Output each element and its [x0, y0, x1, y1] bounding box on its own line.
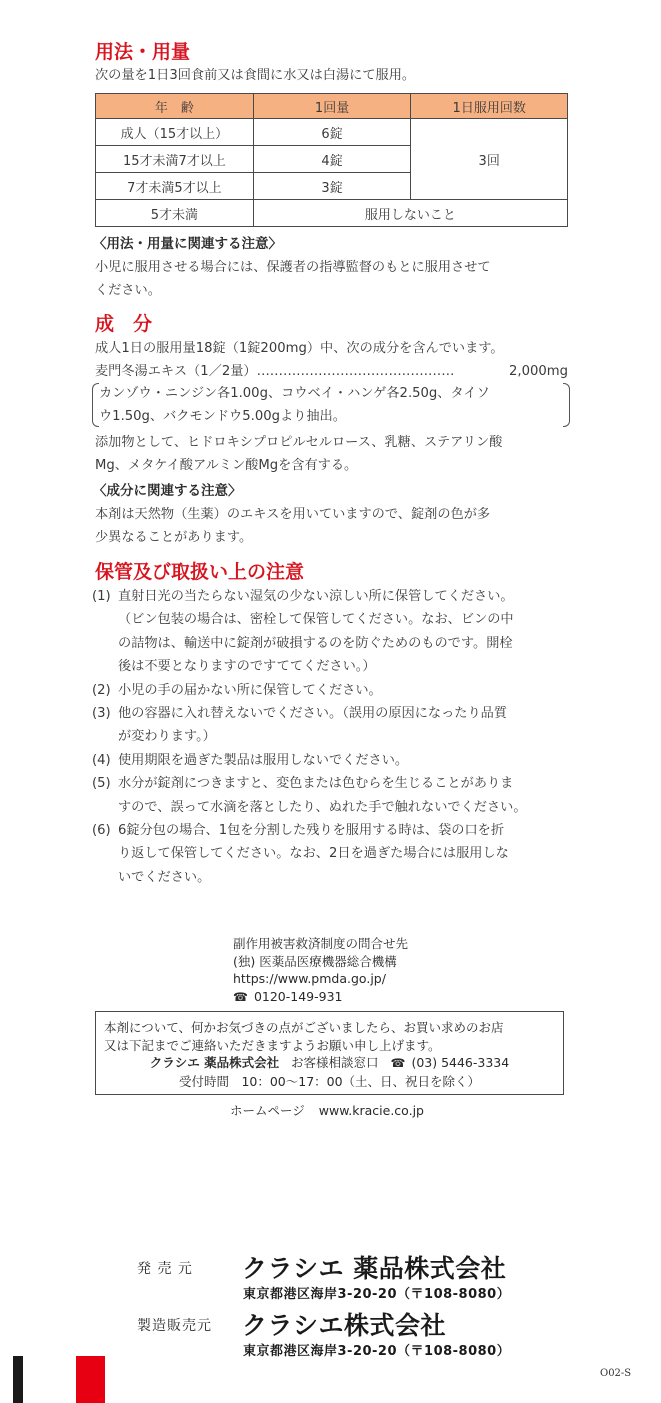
list-item [92, 749, 582, 772]
pmda-org: (独) 医薬品医療機器総合機構 [233, 953, 397, 969]
item-line: 使用期限を過ぎた製品は服用しないでください。 [118, 752, 409, 768]
distributor-role: 発 売 元 [137, 1261, 193, 1277]
age-cell: 成人（15才以上） [96, 119, 254, 146]
age-cell: 7才未満5才以上 [96, 173, 254, 200]
dosage-note-heading: 〈用法・用量に関連する注意〉 [93, 236, 282, 252]
amount-cell: 3錠 [253, 173, 411, 200]
table-row [96, 119, 568, 146]
manufacturer-address: 東京都港区海岸3-20-20（〒108-8080） [243, 1344, 511, 1359]
additive-line: 添加物として、ヒドロキシプロピルセルロース、乳糖、ステアリン酸 [95, 435, 503, 450]
item-number: (6) [92, 823, 111, 839]
extract-amount: 2,000mg [509, 364, 568, 379]
homepage-line [230, 1101, 424, 1119]
ingredients-note-heading: 〈成分に関連する注意〉 [93, 483, 242, 499]
dosage-table-header-row [96, 94, 568, 119]
pmda-phone-line [233, 988, 408, 1007]
amount-cell: 服用しないこと [253, 200, 567, 227]
dosage-note-line: ください。 [95, 283, 161, 298]
age-cell: 15才未満7才以上 [96, 146, 254, 173]
item-line: 他の容器に入れ替えないでください。（誤用の原因になったり品質 [118, 706, 508, 722]
item-line: （ビン包装の場合は、密栓して保管してください。なお、ビンの中 [118, 612, 514, 628]
amount-cell: 6錠 [253, 119, 411, 146]
item-line: すので、誤って水滴を落としたり、ぬれた手で触れないでください。 [118, 799, 527, 815]
list-item [92, 772, 582, 819]
extract-line [95, 360, 568, 383]
bracket-line: カンゾウ・ニンジン各1.00g、コウベイ・ハンゲ各2.50g、タイソ [99, 386, 490, 401]
list-item [92, 585, 582, 679]
registration-bar-black [13, 1356, 23, 1403]
phone-icon: ☎ [390, 1056, 406, 1070]
storage-list [92, 585, 582, 889]
dosage-heading: 用法・用量 [95, 41, 191, 63]
ingredients-heading: 成 分 [95, 313, 153, 335]
contact-line: 又は下記までご連絡いただきますようお願い申し上げます。 [104, 1037, 441, 1053]
pmda-phone: 0120-149-931 [253, 988, 343, 1004]
manufacturer-role: 製造販売元 [137, 1318, 212, 1334]
list-item [92, 819, 582, 889]
dosage-intro: 次の量を1日3回食前又は食間に水又は白湯にて服用。 [95, 68, 416, 83]
phone-icon: ☎ [233, 989, 248, 1004]
distributor-company: クラシエ 薬品株式会社 [242, 1254, 507, 1283]
contact-company-line [104, 1054, 555, 1073]
header-amount: 1回量 [253, 94, 411, 119]
registration-bar-red [76, 1356, 105, 1403]
contact-line: 本剤について、何かお気づきの点がございましたら、お買い求めのお店 [104, 1020, 504, 1035]
pmda-url[interactable]: https://www.pmda.go.jp/ [233, 971, 386, 986]
dosage-note-line: 小児に服用させる場合には、保護者の指導監督のもとに服用させて [95, 260, 491, 275]
contact-desk: お客様相談窓口 [291, 1055, 379, 1070]
contact-box [95, 1011, 564, 1095]
table-row [96, 200, 568, 227]
item-line: 直射日光の当たらない湿気の少ない涼しい所に保管してください。 [118, 589, 514, 604]
item-line: 後は不要となりますのですててください。） [118, 659, 376, 675]
extract-name: 麦門冬湯エキス（1／2量） [95, 364, 257, 379]
item-line: 小児の手の届かない所に保管してください。 [118, 682, 382, 698]
list-item [92, 679, 582, 702]
ingredients-intro: 成人1日の服用量18錠（1錠200mg）中、次の成分を含んでいます。 [95, 341, 504, 356]
item-line: 6錠分包の場合、1包を分割した残りを服用する時は、袋の口を折 [118, 823, 505, 839]
pmda-info [233, 935, 408, 1006]
additive-line: Mg、メタケイ酸アルミン酸Mgを含有する。 [95, 458, 358, 473]
header-frequency: 1日服用回数 [411, 94, 568, 119]
item-line: が変わります。） [118, 729, 216, 745]
manufacturer-company: クラシエ株式会社 [242, 1311, 447, 1340]
item-number: (3) [92, 706, 111, 722]
item-line: り返して保管してください。なお、2日を過ぎた場合には服用しな [118, 846, 509, 862]
item-number: (2) [92, 682, 111, 698]
age-cell: 5才未満 [96, 200, 254, 227]
item-line: 水分が錠剤につきますと、変色または色むらを生じることがありま [118, 776, 514, 792]
dosage-table [95, 93, 568, 227]
amount-cell: 4錠 [253, 146, 411, 173]
ingredients-note-line: 本剤は天然物（生薬）のエキスを用いていますので、錠剤の色が多 [95, 507, 491, 522]
ingredients-note-line: 少異なることがあります。 [95, 530, 253, 545]
pmda-title: 副作用被害救済制度の問合せ先 [233, 936, 409, 951]
distributor-address: 東京都港区海岸3-20-20（〒108-8080） [243, 1287, 511, 1302]
header-age: 年 齢 [96, 94, 254, 119]
item-line: の詰物は、輸送中に錠剤が破損するのを防ぐためのものです。開栓 [118, 635, 513, 651]
homepage-label: ホームページ [230, 1103, 305, 1118]
contact-company: クラシエ 薬品株式会社 [149, 1055, 280, 1070]
storage-heading: 保管及び取扱い上の注意 [95, 561, 305, 583]
document-code: O02-S [600, 1368, 632, 1379]
item-number: (4) [92, 752, 111, 768]
bracket-left [92, 383, 99, 427]
list-item [92, 702, 582, 749]
bracket-line: ウ1.50g、バクモンドウ5.00gより抽出。 [99, 409, 346, 424]
extract-dots: ……………………………………… [256, 364, 455, 379]
contact-phone: (03) 5446-3334 [411, 1055, 510, 1070]
contact-hours: 受付時間 10：00〜17：00（土、日、祝日を除く） [178, 1073, 481, 1089]
item-number: (5) [92, 776, 111, 792]
item-number: (1) [92, 589, 111, 604]
frequency-cell: 3回 [411, 119, 568, 200]
homepage-url[interactable]: www.kracie.co.jp [318, 1103, 424, 1118]
item-line: いでください。 [118, 869, 211, 885]
